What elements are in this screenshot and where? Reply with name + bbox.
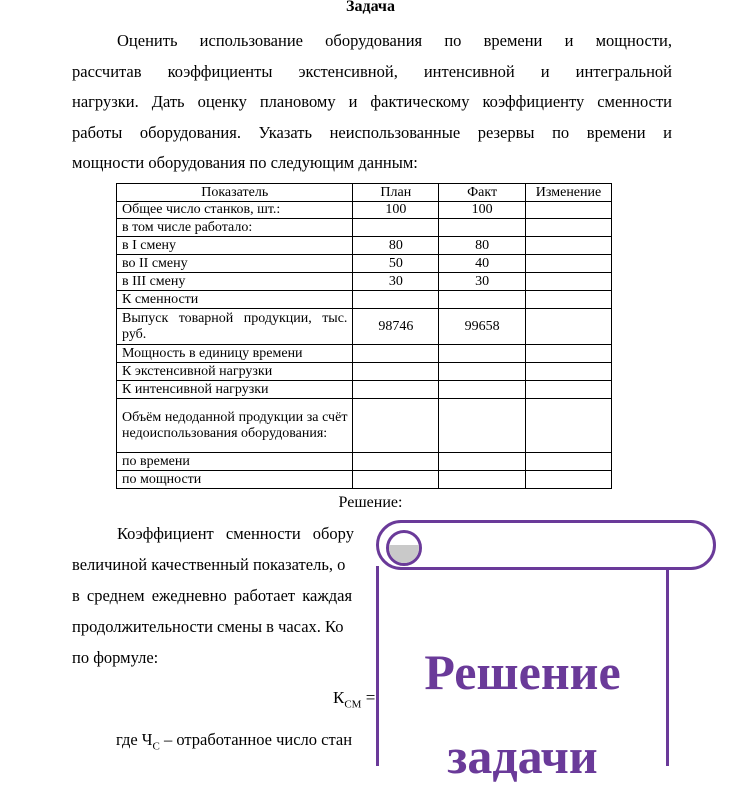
row-fact: 99658 — [439, 309, 526, 345]
row-plan — [353, 381, 439, 399]
row-label: в том числе работало: — [117, 219, 353, 237]
table-row — [117, 273, 612, 291]
row-fact — [439, 471, 526, 489]
row-label: в I смену — [117, 237, 353, 255]
formula-symbol: К — [333, 688, 345, 707]
column-header-indicator: Показатель — [117, 184, 353, 202]
problem-statement — [72, 26, 672, 179]
row-fact: 80 — [439, 237, 526, 255]
equipment-data-table — [116, 183, 612, 489]
row-change — [526, 471, 612, 489]
solution-line: продолжительности смены в часах. Ко — [72, 617, 344, 636]
row-plan — [353, 453, 439, 471]
legend-subscript: С — [152, 740, 160, 753]
solution-line: по формуле: — [72, 648, 159, 667]
table-row — [117, 345, 612, 363]
table-row — [117, 399, 612, 453]
row-change — [526, 363, 612, 381]
row-fact — [439, 345, 526, 363]
row-plan — [353, 363, 439, 381]
row-plan: 30 — [353, 273, 439, 291]
legend-text: – отработанное число стан — [159, 730, 353, 749]
solution-scroll-banner[interactable] — [376, 566, 669, 784]
row-plan — [353, 219, 439, 237]
table-row — [117, 237, 612, 255]
intro-line: мощности оборудования по следующим данным: — [72, 153, 418, 173]
table-row — [117, 309, 612, 345]
column-header-fact: Факт — [439, 184, 526, 202]
table-row — [117, 453, 612, 471]
row-label: Выпуск товарной продукции, тыс. руб. — [117, 309, 353, 345]
banner-title-second-line: задачи — [447, 728, 598, 784]
row-change — [526, 273, 612, 291]
row-change — [526, 381, 612, 399]
row-plan: 98746 — [353, 309, 439, 345]
row-label: по времени — [117, 453, 353, 471]
row-label: К экстенсивной нагрузки — [117, 363, 353, 381]
row-label: Общее число станков, шт.: — [117, 202, 353, 219]
row-plan: 80 — [353, 237, 439, 255]
column-header-change: Изменение — [526, 184, 612, 202]
table-row — [117, 291, 612, 309]
row-plan: 100 — [353, 202, 439, 219]
row-label: Мощность в единицу времени — [117, 345, 353, 363]
row-change — [526, 219, 612, 237]
row-change — [526, 255, 612, 273]
row-fact — [439, 219, 526, 237]
row-change — [526, 291, 612, 309]
solution-line: величиной качественный показатель, о — [72, 555, 346, 574]
intro-line: работы оборудования. Указать неиспользованные резервы по времени и — [72, 122, 672, 142]
row-label: во II смену — [117, 255, 353, 273]
row-plan — [353, 291, 439, 309]
row-fact — [439, 399, 526, 453]
table-row — [117, 471, 612, 489]
legend-prefix: где Ч — [116, 730, 153, 749]
document-title: Задача — [346, 0, 395, 15]
table-row — [117, 202, 612, 219]
formula-subscript: СМ — [344, 698, 362, 711]
row-change — [526, 453, 612, 471]
intro-line: нагрузки. Дать оценку плановому и фактическому коэффициенту сменности — [72, 92, 672, 112]
scroll-curl-icon — [386, 530, 422, 566]
row-plan — [353, 399, 439, 453]
row-change — [526, 237, 612, 255]
row-label: К интенсивной нагрузки — [117, 381, 353, 399]
table-row — [117, 381, 612, 399]
row-fact: 30 — [439, 273, 526, 291]
row-fact — [439, 291, 526, 309]
row-plan — [353, 345, 439, 363]
row-change — [526, 399, 612, 453]
row-plan: 50 — [353, 255, 439, 273]
banner-title: Решение — [424, 644, 621, 700]
row-fact: 100 — [439, 202, 526, 219]
formula-equals: = — [361, 688, 376, 707]
row-change — [526, 309, 612, 345]
table-row — [117, 363, 612, 381]
column-header-plan: План — [353, 184, 439, 202]
intro-line: Оценить использование оборудования по времени и мощности, — [117, 31, 672, 50]
table-row — [117, 219, 612, 237]
row-fact: 40 — [439, 255, 526, 273]
row-change — [526, 202, 612, 219]
shift-coefficient-formula — [333, 688, 375, 710]
row-label: К сменности — [117, 291, 353, 309]
row-label: в III смену — [117, 273, 353, 291]
row-plan — [353, 471, 439, 489]
row-label: по мощности — [117, 471, 353, 489]
table-row — [117, 255, 612, 273]
row-fact — [439, 453, 526, 471]
scroll-banner-top-roll — [376, 520, 716, 570]
intro-line: рассчитав коэффициенты экстенсивной, интенсивной и интегральной — [72, 61, 672, 81]
row-change — [526, 345, 612, 363]
table-header-row — [117, 184, 612, 202]
solution-line: в среднем ежедневно работает каждая — [72, 586, 353, 605]
row-label: Объём недоданной продукции за счёт недоиспользования оборудования: — [117, 399, 353, 453]
solution-line: Коэффициент сменности обору — [117, 524, 354, 543]
formula-legend — [116, 730, 352, 752]
row-fact — [439, 381, 526, 399]
row-fact — [439, 363, 526, 381]
solution-heading: Решение: — [338, 494, 403, 511]
